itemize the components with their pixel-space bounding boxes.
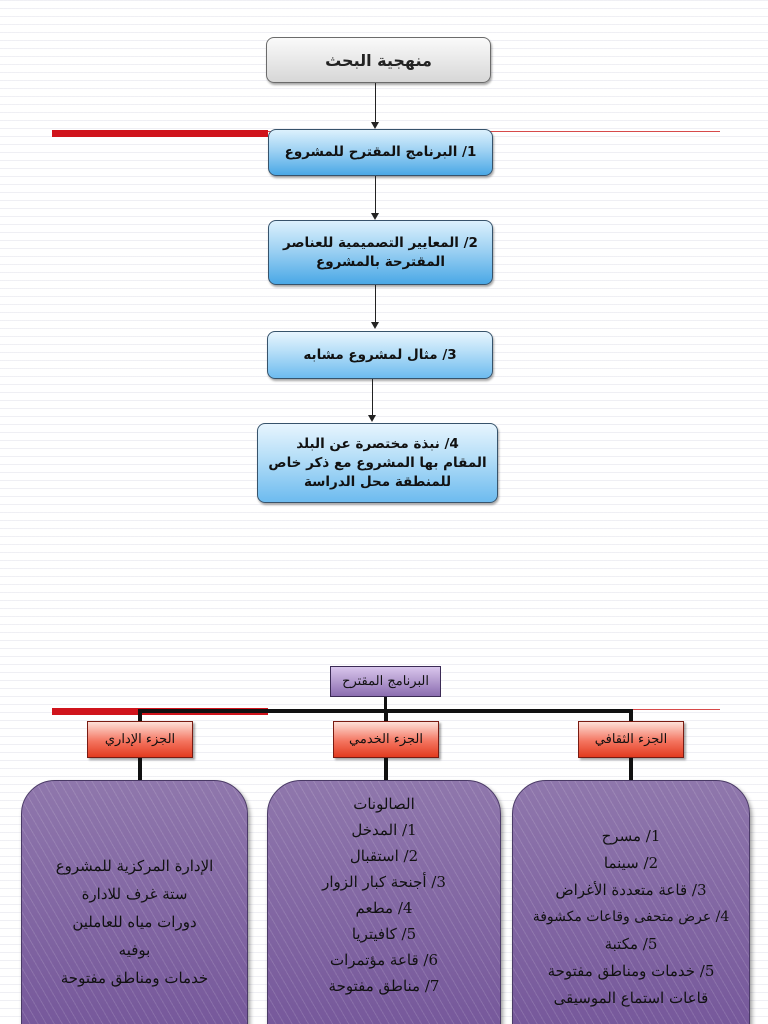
list-item: 5/ مكتبة xyxy=(604,935,658,953)
category-service xyxy=(333,721,439,758)
category-administrative-text: الجزء الإداري xyxy=(104,732,176,747)
proposed-program-root-text: البرنامج المقترح xyxy=(342,674,429,689)
category-administrative xyxy=(87,721,193,758)
list-item: 3/ أجنحة كبار الزوار xyxy=(322,873,446,891)
methodology-title xyxy=(266,37,491,83)
list-item: 2/ سينما xyxy=(603,854,659,872)
step-2-text-line: المقترحة بالمشروع xyxy=(316,253,445,270)
step-4-text-line: المقام بها المشروع مع ذكر خاص xyxy=(268,454,487,471)
list-item: 1/ المدخل xyxy=(351,821,417,839)
category-service-text: الجزء الخدمي xyxy=(349,732,423,747)
list-item: 4/ مطعم xyxy=(355,899,413,917)
list-item: بوفيه xyxy=(118,941,151,959)
step-4-box xyxy=(257,423,498,503)
connector-line xyxy=(375,285,376,324)
connector-line xyxy=(375,176,376,215)
step-3-text: 3/ مثال لمشروع مشابه xyxy=(303,346,457,363)
step-1-box xyxy=(268,129,493,176)
list-item: 5/ كافيتريا xyxy=(351,925,417,943)
proposed-program-root xyxy=(330,666,441,697)
step-2-box xyxy=(268,220,493,285)
category-cultural xyxy=(578,721,684,758)
list-item: ستة غرف للادارة xyxy=(81,885,188,903)
slide-proposed-program xyxy=(0,512,768,1024)
list-item: دورات مياه للعاملين xyxy=(72,913,197,931)
tree-connector xyxy=(629,709,633,721)
cultural-list xyxy=(513,823,749,1012)
list-item: 5/ خدمات ومناطق مفتوحة xyxy=(547,962,715,980)
list-item: 6/ قاعة مؤتمرات xyxy=(329,951,439,969)
service-content-box xyxy=(267,780,501,1024)
connector-line xyxy=(375,83,376,124)
list-item: 3/ قاعة متعددة الأغراض xyxy=(555,881,707,899)
list-item: قاعات استماع الموسيقى xyxy=(553,989,709,1007)
list-item: خدمات ومناطق مفتوحة xyxy=(60,969,209,987)
arrow-head-icon xyxy=(371,122,379,129)
administrative-list xyxy=(22,852,247,992)
arrow-head-icon xyxy=(371,213,379,220)
arrow-head-icon xyxy=(368,415,376,422)
connector-line xyxy=(372,379,373,417)
tree-connector xyxy=(138,758,142,780)
accent-bar xyxy=(52,130,268,137)
tree-connector xyxy=(384,758,388,780)
step-2-text-line: 2/ المعايير التصميمية للعناصر xyxy=(283,234,478,251)
list-item: 7/ مناطق مفتوحة xyxy=(328,977,440,995)
tree-connector xyxy=(384,709,388,721)
list-item: الصالونات xyxy=(353,795,415,813)
step-1-text: 1/ البرنامج المقترح للمشروع xyxy=(284,144,477,160)
step-3-box xyxy=(267,331,493,379)
service-list xyxy=(268,791,500,999)
list-item: 1/ مسرح xyxy=(601,827,661,845)
step-4-text-line: 4/ نبذة مختصرة عن البلد xyxy=(296,435,459,452)
category-cultural-text: الجزء الثقافي xyxy=(594,732,668,747)
tree-connector xyxy=(138,709,142,721)
administrative-content-box xyxy=(21,780,248,1024)
list-item: 4/ عرض متحفى وقاعات مكشوفة xyxy=(532,909,730,925)
step-4-text-line: للمنطقة محل الدراسة xyxy=(303,473,452,490)
methodology-title-text: منهجية البحث xyxy=(325,50,432,70)
arrow-head-icon xyxy=(371,322,379,329)
tree-connector xyxy=(629,758,633,780)
cultural-content-box xyxy=(512,780,750,1024)
list-item: الإدارة المركزية للمشروع xyxy=(55,857,214,875)
list-item: 2/ استقبال xyxy=(349,847,419,865)
